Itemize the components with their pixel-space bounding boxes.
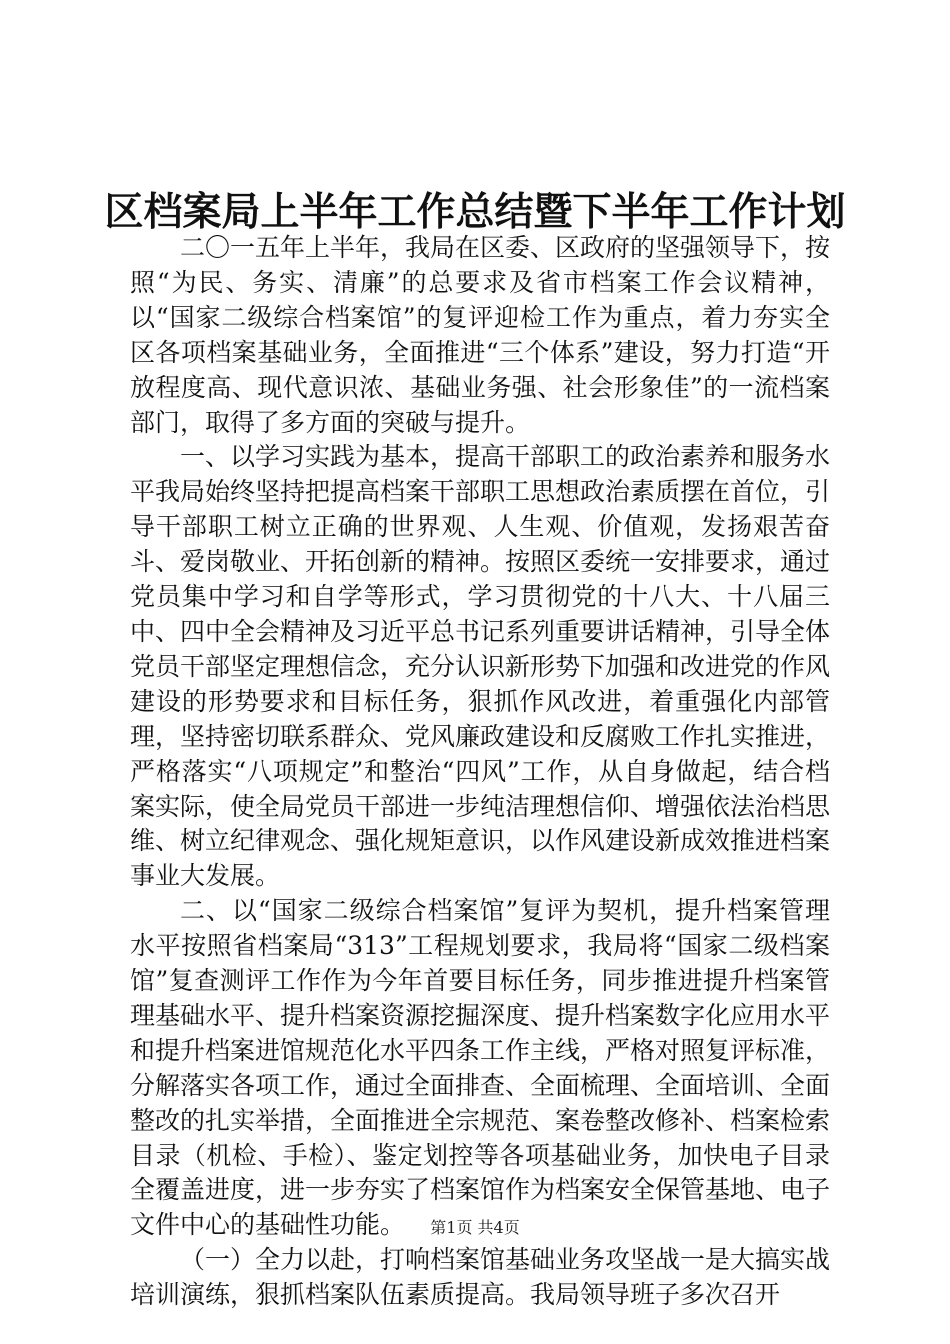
paragraph-section-1: 一、以学习实践为基本，提高干部职工的政治素养和服务水平我局始终坚持把提高档案干部职工思想政治素质摆在首位，引导干部职工树立正确的世界观、人生观、价值观，发扬艰苦奋斗、爱岗敬业、开拓创新的精神。按照区委统一安排要求，通过党员集中学习和自学等形式，学习贯彻党的十八大、十八届三中、四中全会精神及习近平总书记系列重要讲话精神，引导全体党员干部坚定理想信念，充分认识新形势下加强和改进党的作风建设的形势要求和目标任务，狠抓作风改进，着重强化内部管理，坚持密切联系群众、党风廉政建设和反腐败工作扎实推进，严格落实“八项规定”和整治“四风”工作，从自身做起，结合档案实际，使全局党员干部进一步纯洁理想信仰、增强依法治档思维、树立纪律观念、强化规矩意识，以作风建设新成效推进档案事业大发展。 xyxy=(130,442,831,891)
paragraph-subsection-1: （一）全力以赴，打响档案馆基础业务攻坚战一是大搞实战培训演练，狠抓档案队伍素质提高。我局领导班子多次召开 xyxy=(130,1245,831,1310)
document-body xyxy=(130,231,830,1313)
paragraph-section-2: 二、以“国家二级综合档案馆”复评为契机，提升档案管理水平按照省档案局“313”工程规划要求，我局将“国家二级档案馆”复查测评工作作为今年首要目标任务，同步推进提升档案管理基础水平、提升档案资源挖掘深度、提升档案数字化应用水平和提升档案进馆规范化水平四条工作主线，严格对照复评标准，分解落实各项工作，通过全面排查、全面梳理、全面培训、全面整改的扎实举措，全面推进全宗规范、案卷整改修补、档案检索目录（机检、手检）、鉴定划控等各项基础业务，加快电子目录全覆盖进度，进一步夯实了档案馆作为档案安全保管基地、电子文件中心的基础性功能。 xyxy=(130,896,831,1240)
document-title: 区档案局上半年工作总结暨下半年工作计划 xyxy=(104,189,846,235)
paragraph-intro: 二〇一五年上半年，我局在区委、区政府的坚强领导下，按照“为民、务实、清廉”的总要求及省市档案工作会议精神，以“国家二级综合档案馆”的复评迎检工作为重点，着力夯实全区各项档案基础业务，全面推进“三个体系”建设，努力打造“开放程度高、现代意识浓、基础业务强、社会形象佳”的一流档案部门，取得了多方面的突破与提升。 xyxy=(130,233,831,437)
page-footer: 第1页 共4页 xyxy=(430,1218,520,1237)
